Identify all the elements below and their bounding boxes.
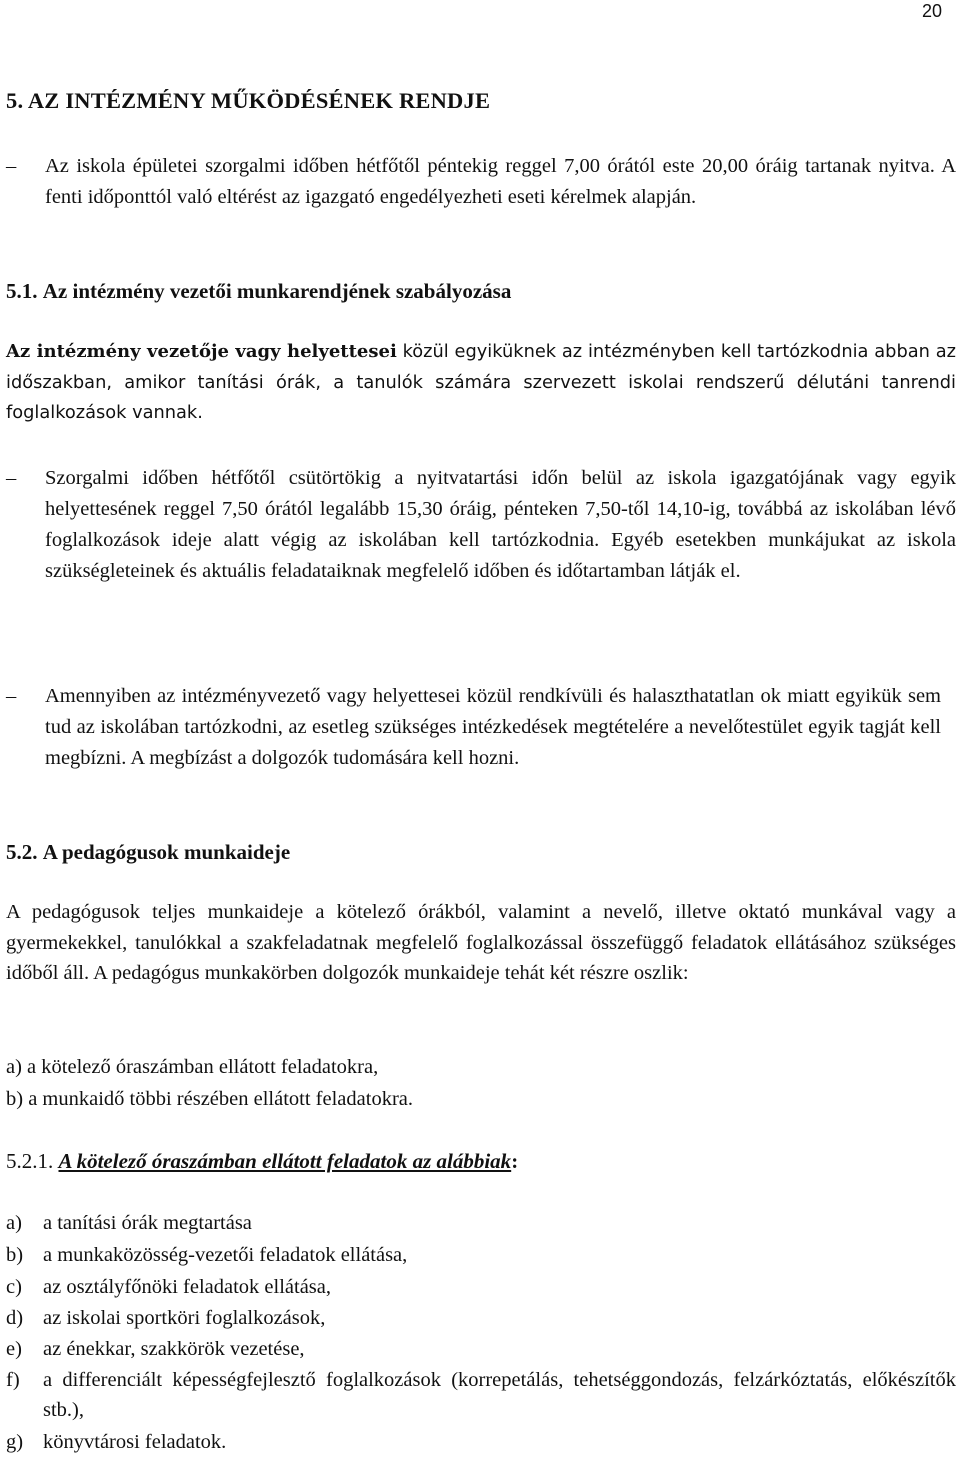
intro-list-item	[6, 151, 956, 213]
heading-colon: :	[511, 1149, 519, 1173]
section-heading-text: Az intézmény vezetői munkarendjének szabályozása	[42, 279, 512, 303]
list-item-text: Amennyiben az intézményvezető vagy helyettesei közül rendkívüli és halaszthatatlan ok miatt egyikük sem tud az iskolában tartózkodni, az esetleg szükséges intézkedések megtételére a nevelőtestület egyik tagját kell megbízni. A megbízást a dolgozók tudomására kell hozni.	[45, 685, 941, 769]
list-item-text: a munkaközösség-vezetői feladatok ellátása,	[43, 1244, 408, 1266]
section-5-2-1-heading	[6, 1146, 518, 1176]
dash-bullet: –	[6, 467, 17, 489]
list-letter: a)	[6, 1212, 22, 1234]
list-item-text: az énekkar, szakkörök vezetése,	[43, 1338, 305, 1360]
list-letter: b)	[6, 1244, 24, 1266]
list-item-text: a differenciált képességfejlesztő foglalkozások (korrepetálás, tehetséggondozás, felzárkóztatás, előkészítők stb.),	[43, 1369, 956, 1421]
section-number: 5.1.	[6, 279, 38, 303]
list-item	[6, 1272, 956, 1302]
section-5-1-heading	[6, 276, 511, 306]
list-item	[6, 1365, 956, 1425]
list-item	[6, 463, 956, 587]
section-heading-text: A kötelező óraszámban ellátott feladatok az alábbiak	[58, 1149, 512, 1173]
list-letter: c)	[6, 1276, 22, 1298]
list-item	[6, 1334, 956, 1364]
list-item	[6, 1303, 956, 1333]
part-line-b: b) a munkaidő többi részében ellátott feladatokra.	[6, 1088, 413, 1110]
section-5-2-heading	[6, 837, 290, 867]
list-item-text: Szorgalmi időben hétfőtől csütörtökig a nyitvatartási időn belül az iskola igazgatójának vagy egyik helyettesének reggel 7,50 órától legalább 15,30 óráig, pénteken 7,50-től 14,10-ig, továbbá az iskolában lévő foglalkozások ideje alatt végig az iskolában kell tartózkodnia. Egyéb esetekben munkájukat az iskola szükségleteinek és aktuális feladataiknak megfelelő időben és időtartamban látják el.	[45, 467, 956, 582]
list-item-text: az iskolai sportköri foglalkozások,	[43, 1307, 326, 1329]
list-letter: e)	[6, 1338, 22, 1360]
list-item	[6, 681, 941, 774]
paragraph-rest: közül egyiküknek az intézményben kell tartózkodnia abban az időszakban, amikor tanítási órák, a tanulók számára szervezett iskolai rendszerű délutáni tanrendi foglalkozások vannak.	[6, 341, 956, 423]
list-item-text: az osztályfőnöki feladatok ellátása,	[43, 1276, 332, 1298]
part-line-a: a) a kötelező óraszámban ellátott feladatokra,	[6, 1056, 379, 1078]
section-number: 5.2.1.	[6, 1149, 54, 1173]
intro-text: Az iskola épületei szorgalmi időben hétfőtől péntekig reggel 7,00 órától este 20,00 óráig tartanak nyitva. A fenti időponttól való eltérést az igazgató engedélyezheti eseti kérelmek alapján.	[45, 155, 956, 208]
list-letter: g)	[6, 1431, 24, 1453]
section-title: 5. AZ INTÉZMÉNY MŰKÖDÉSÉNEK RENDJE	[6, 88, 491, 113]
list-letter: d)	[6, 1307, 24, 1329]
list-item	[6, 1427, 956, 1457]
list-item-text: könyvtárosi feladatok.	[43, 1431, 227, 1453]
dash-bullet: –	[6, 155, 17, 177]
section-number: 5.2.	[6, 840, 38, 864]
list-item	[6, 1208, 956, 1238]
list-letter: f)	[6, 1369, 20, 1391]
dash-bullet: –	[6, 685, 17, 707]
section-5-2-paragraph: A pedagógusok teljes munkaideje a kötelező órákból, valamint a nevelő, illetve oktató munkával vagy a gyermekekkel, tanulókkal a szakfeladatnak megfelelő foglalkozással összefüggő feladatok ellátásához szükséges időből áll. A pedagógus munkakörben dolgozók munkaideje tehát két részre oszlik:	[6, 901, 956, 984]
paragraph-lead: Az intézmény vezetője vagy helyettesei	[6, 341, 397, 362]
list-item	[6, 1240, 956, 1270]
list-item-text: a tanítási órák megtartása	[43, 1212, 252, 1234]
section-heading-text: A pedagógusok munkaideje	[42, 840, 291, 864]
section-5-1-paragraph	[6, 337, 956, 429]
page-number: 20	[921, 1, 942, 21]
